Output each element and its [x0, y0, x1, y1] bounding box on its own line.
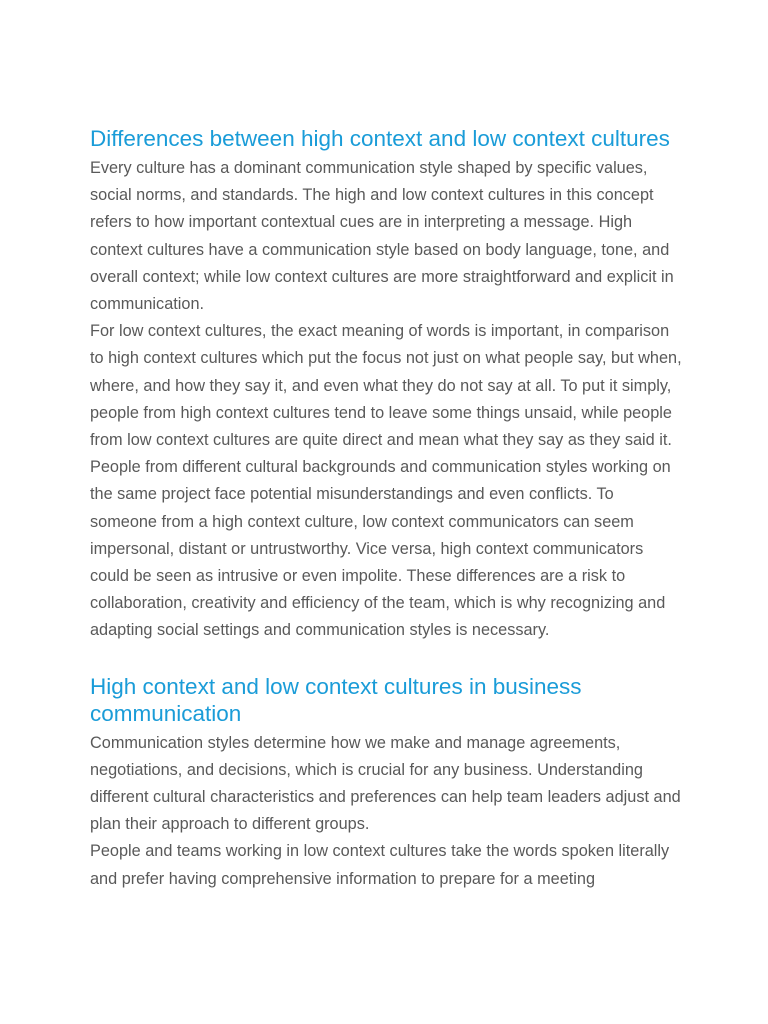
section-business-communication — [90, 673, 682, 893]
paragraph: People from different cultural backgrounds and communication styles working on the same project face potential misunderstandings and even conflicts. To someone from a high context culture, low context communicators can seem impersonal, distant or untrustworthy. Vice versa, high context communicators could be seen as intrusive or even impolite. These differences are a risk to collaboration, creativity and efficiency of the team, which is why recognizing and adapting social settings and communication styles is necessary. — [90, 458, 671, 640]
document-page — [90, 125, 682, 893]
section-heading: High context and low context cultures in business communication — [90, 673, 582, 726]
section-spacer — [90, 645, 682, 673]
section-heading: Differences between high context and low context cultures — [90, 126, 670, 151]
paragraph: People and teams working in low context cultures take the words spoken literally and prefer having comprehensive information to prepare for a meeting — [90, 842, 670, 888]
paragraph: For low context cultures, the exact meaning of words is important, in comparison to high context cultures which put the focus not just on what people say, but when, where, and how they say it, and even what they do not say at all. To put it simply, people from high context cultures tend to leave some things unsaid, while people from low context cultures are quite direct and mean what they say as they said it. — [90, 322, 682, 450]
section-differences — [90, 125, 682, 645]
paragraph: Communication styles determine how we make and manage agreements, negotiations, and decisions, which is crucial for any business. Understanding different cultural characteristics and preferences can help team leaders adjust and plan their approach to different groups. — [90, 733, 681, 834]
paragraph: Every culture has a dominant communication style shaped by specific values, social norms, and standards. The high and low context cultures in this concept refers to how important contextual cues are in interpreting a message. High context cultures have a communication style based on body language, tone, and overall context; while low context cultures are more straightforward and explicit in communication. — [90, 159, 674, 314]
